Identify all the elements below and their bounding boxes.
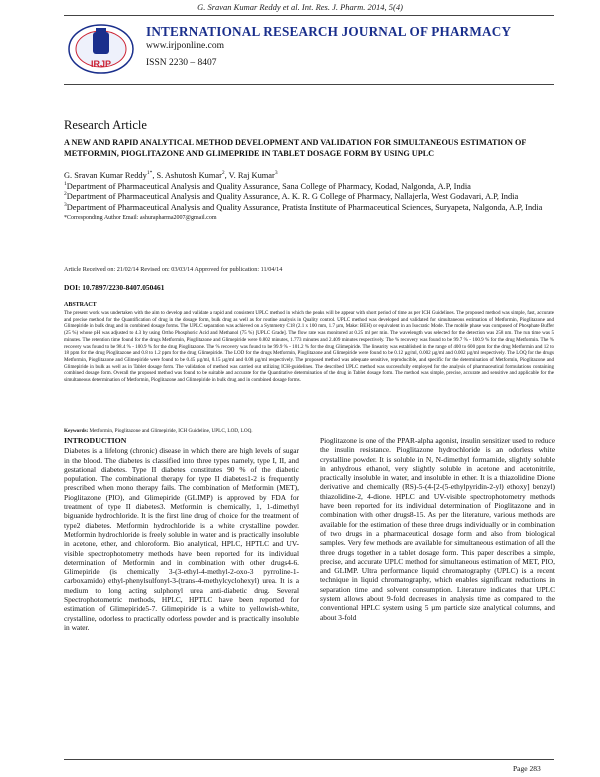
affiliation-3: $^3$Department of Pharmaceutical Analysis and Quality Assurance, Pratista Institute of Pharmaceutical Sciences, Suryapeta, Nalgonda, A.P, India — [64, 201, 543, 212]
affiliation-2: $^2$Department of Pharmaceutical Analysis and Quality Assurance, A. K. R. G College of Pharmacy, Nallajerla, West Godavari, A.P, India — [64, 191, 519, 202]
journal-url[interactable]: www.irjponline.com — [146, 41, 225, 51]
intro-heading: INTRODUCTION — [64, 436, 127, 445]
article-dates: Article Received on: 21/02/14 Revised on: 03/03/14 Approved for publication: 11/04/14 — [64, 266, 283, 273]
keywords-label: Keywords: — [64, 428, 89, 434]
page-number: Page 283 — [513, 764, 541, 773]
doi[interactable]: DOI: 10.7897/2230-8407.050461 — [64, 283, 165, 292]
article-type: Research Article — [64, 118, 147, 132]
intro-left-text: Diabetes is a lifelong (chronic) disease in which there are high levels of sugar in the blood. The diabetes is classified into three types namely, type I, II, and gestational diabetes. Type II diabetes constitutes 90 % of the diabetic population. The combinational therapy for type II diabetes1-2 is frequently prescribed when mono therapy fails. The combination of Metformin (MET), Pioglitazone (PIO), and Glimepiride (GLIMP) is approved by FDA for treatment of type II diabetes3. Metformin is chemically, 1, 1-dimethyl biguanide hydrochloride. It is the first line drug of choice for the treatment of type2 diabetes. Metformin hydrochloride is a white crystalline powder. Metformin hydrochloride is freely soluble in water and is practically insoluble in acetone, ether, and chloroform. Bio analytical, HPLC, HPTLC and UV-visible spectrophotometry methods have been reported for its individual determination of Metformin and in combination with other drugs4-6. Glimepiride (is chemically 3-(3-ethyl-4-methyl-2-oxo-3 pyrroline-1-carboxamido) ethyl-phenylsulfonyl-3-(trans-4-methylcyclohexyl) urea. It is a medium to long acting sulphonyl urea anti-diabetic drug. Several Spectrophotometric methods, HPLC, HPTLC have been reported for estimation of Glimepiride5-7. Glimepiride is a white to yellowish-white, crystalline, odorless to practically odorless powder and is practically insoluble in water. — [64, 446, 299, 632]
body-right-column — [320, 436, 555, 622]
author-3: , V. Raj Kumar — [224, 171, 275, 180]
author-2-sup: 2 — [221, 170, 225, 177]
corresponding-author: *Corresponding Author Email: ashurapharma2007@gmail.com — [64, 215, 217, 222]
affiliation-1: $^1$Department of Pharmaceutical Analysis and Quality Assurance, Sana College of Pharmacy, Kodad, Nalgonda, A.P, India — [64, 180, 471, 191]
abstract-text: The present work was undertaken with the aim to develop and validate a rapid and consistent UPLC method in which the peaks will be appear with short period of time as per ICH Guidelines. The proposed method was simple, fast, accurate and precise method for the Quantification of drug in the dosage form, bulk drug as well as for routine analysis in Quality control. UPLC method was developed and validated for simultaneous estimation of Metformin, Pioglitazone and Glimepiride in bulk drug and in combined dosage forms. The UPLC separation was achieved on a Symmetry C18 (2.1 x 100 mm, 1.7 µm, Make: BEH) or equivalent in an Isocratic Mode. The mobile phase was composed of Phosphate Buffer (25 %) whose pH was adjusted to 4.3 by using Ortho Phosphoric Acid and Methanol (75 %) [UPLC Grade]. The flow rate was monitored at 0.25 ml per min. The wavelength was selected for the detection was 258 nm. The run time was 5 minutes. The retention time found for the drugs Metformin, Pioglitazone and Glimepiride were 0.802 minutes, 1.773 minutes and 2.409 minutes respectively. The % recovery was found to be 99.7 % - 100.9 % for the drug Metformin. The % recovery was found to be 98.4 % - 100.9 % for the drug Pioglitazone. The % recovery was found to be 99.9 % - 101.2 % for the drug Glimepiride. The linearity was established in the range of 400 to 600 ppm for the drug Metformin and 12 to 18 ppm for the drug Pioglitazone and 0.8 to 1.2 ppm for the drug Glimepiride. The LOD for the drugs Metformin, Pioglitazone and Glimepiride were found to be 0.12 µg/ml, 0.002 µg/ml and 0.002 µg/ml respectively. The LOQ for the drugs Metformin, Pioglitazone and Glimepiride were found to be 0.45 µg/ml, 0.15 µg/ml and 0.08 µg/ml respectively. The proposed method was adequate sensitive, reproducible, and specific for the determination of Metformin, Pioglitazone and Glimepiride in bulk as well as in Tablet dosage form. The validation of method was carried out utilizing ICH-guidelines. The described UPLC method was successfully employed for the analysis of pharmaceutical formulations containing combined dosage form. Overall the proposed method was found to be suitable and accurate for the Quantitative determination of the drug in Tablet dosage form. The method was simple, precise, accurate and sensitive and applicable for the simultaneous determination of Metformin, Pioglitazone and Glimepiride in bulk drug and in combined dosage forms. — [64, 310, 554, 384]
footer-rule — [64, 759, 554, 760]
body-left-column — [64, 436, 299, 632]
article-title: A NEW AND RAPID ANALYTICAL METHOD DEVELOPMENT AND VALIDATION FOR SIMULTANEOUS ESTIMATION OF METFORMIN, PIOGLITAZONE AND GLIMEPRIDE IN TABLET DOSAGE FORM BY USING UPLC — [64, 138, 527, 158]
author-block — [64, 171, 554, 224]
author-3-sup: 3 — [274, 170, 278, 177]
abstract-heading: ABSTRACT — [64, 302, 97, 308]
author-1-sup: 1* — [146, 170, 153, 177]
author-line — [64, 171, 554, 182]
journal-logo-icon — [66, 22, 136, 76]
author-2: , S. Ashutosh Kumar — [152, 171, 222, 180]
intro-right-text: Pioglitazone is one of the PPAR-alpha agonist, insulin sensitizer used to reduce the insulin resistance. Pioglitazone hydrochloride is an odorless white crystalline powder. It is soluble in N, N-dimethyl formamide, slightly soluble in anhydrous ethanol, very slightly soluble in acetone and acetonitrile, practically insoluble in water, and insoluble in ether. It is a thiazolidine Dione derivative and chemically (RS)-5-(4-[2-(5-ethylpyridin-2-yl) ethoxy] benzyl) thiazolidine-2, 4-dione. HPLC and UV-visible spectrophotometry methods have been reported for its individual determination of Pioglitazone and in combination with other drugs8-15. As per the literature, various methods are available for the estimation of these three drugs individually or in combination of two drugs in a pharmaceutical dosage form and also from biological samples. Very few methods are available for simultaneous estimation of all the three drugs together in a tablet dosage form. This paper describes a simple, precise, and accurate UPLC method for simultaneous estimation of MET, PIO, and GLIMP. Ultra performance liquid chromatography (UPLC) is a recent technique in liquid chromatography, which enables significant reductions in separation time and solvent consumption. Literature indicates that UPLC system allows about 9-fold decreases in analysis time as compared to the conventional HPLC system using 5 µm particle size analytical columns, and about 3-fold — [320, 436, 555, 622]
header-bottom-rule — [64, 84, 554, 85]
running-head: G. Sravan Kumar Reddy et al. Int. Res. J. Pharm. 2014, 5(4) — [197, 2, 403, 12]
logo-text: IRJP — [90, 59, 112, 69]
keywords — [64, 428, 554, 434]
author-1: G. Sravan Kumar Reddy — [64, 171, 147, 180]
header-rule — [64, 15, 554, 16]
journal-name: INTERNATIONAL RESEARCH JOURNAL OF PHARMACY — [146, 24, 512, 39]
journal-issn: ISSN 2230 – 8407 — [146, 58, 217, 68]
keywords-list: Metformin, Pioglitazone and Glimepiride, ICH Guideline, UPLC, LOD, LOQ. — [88, 428, 253, 434]
